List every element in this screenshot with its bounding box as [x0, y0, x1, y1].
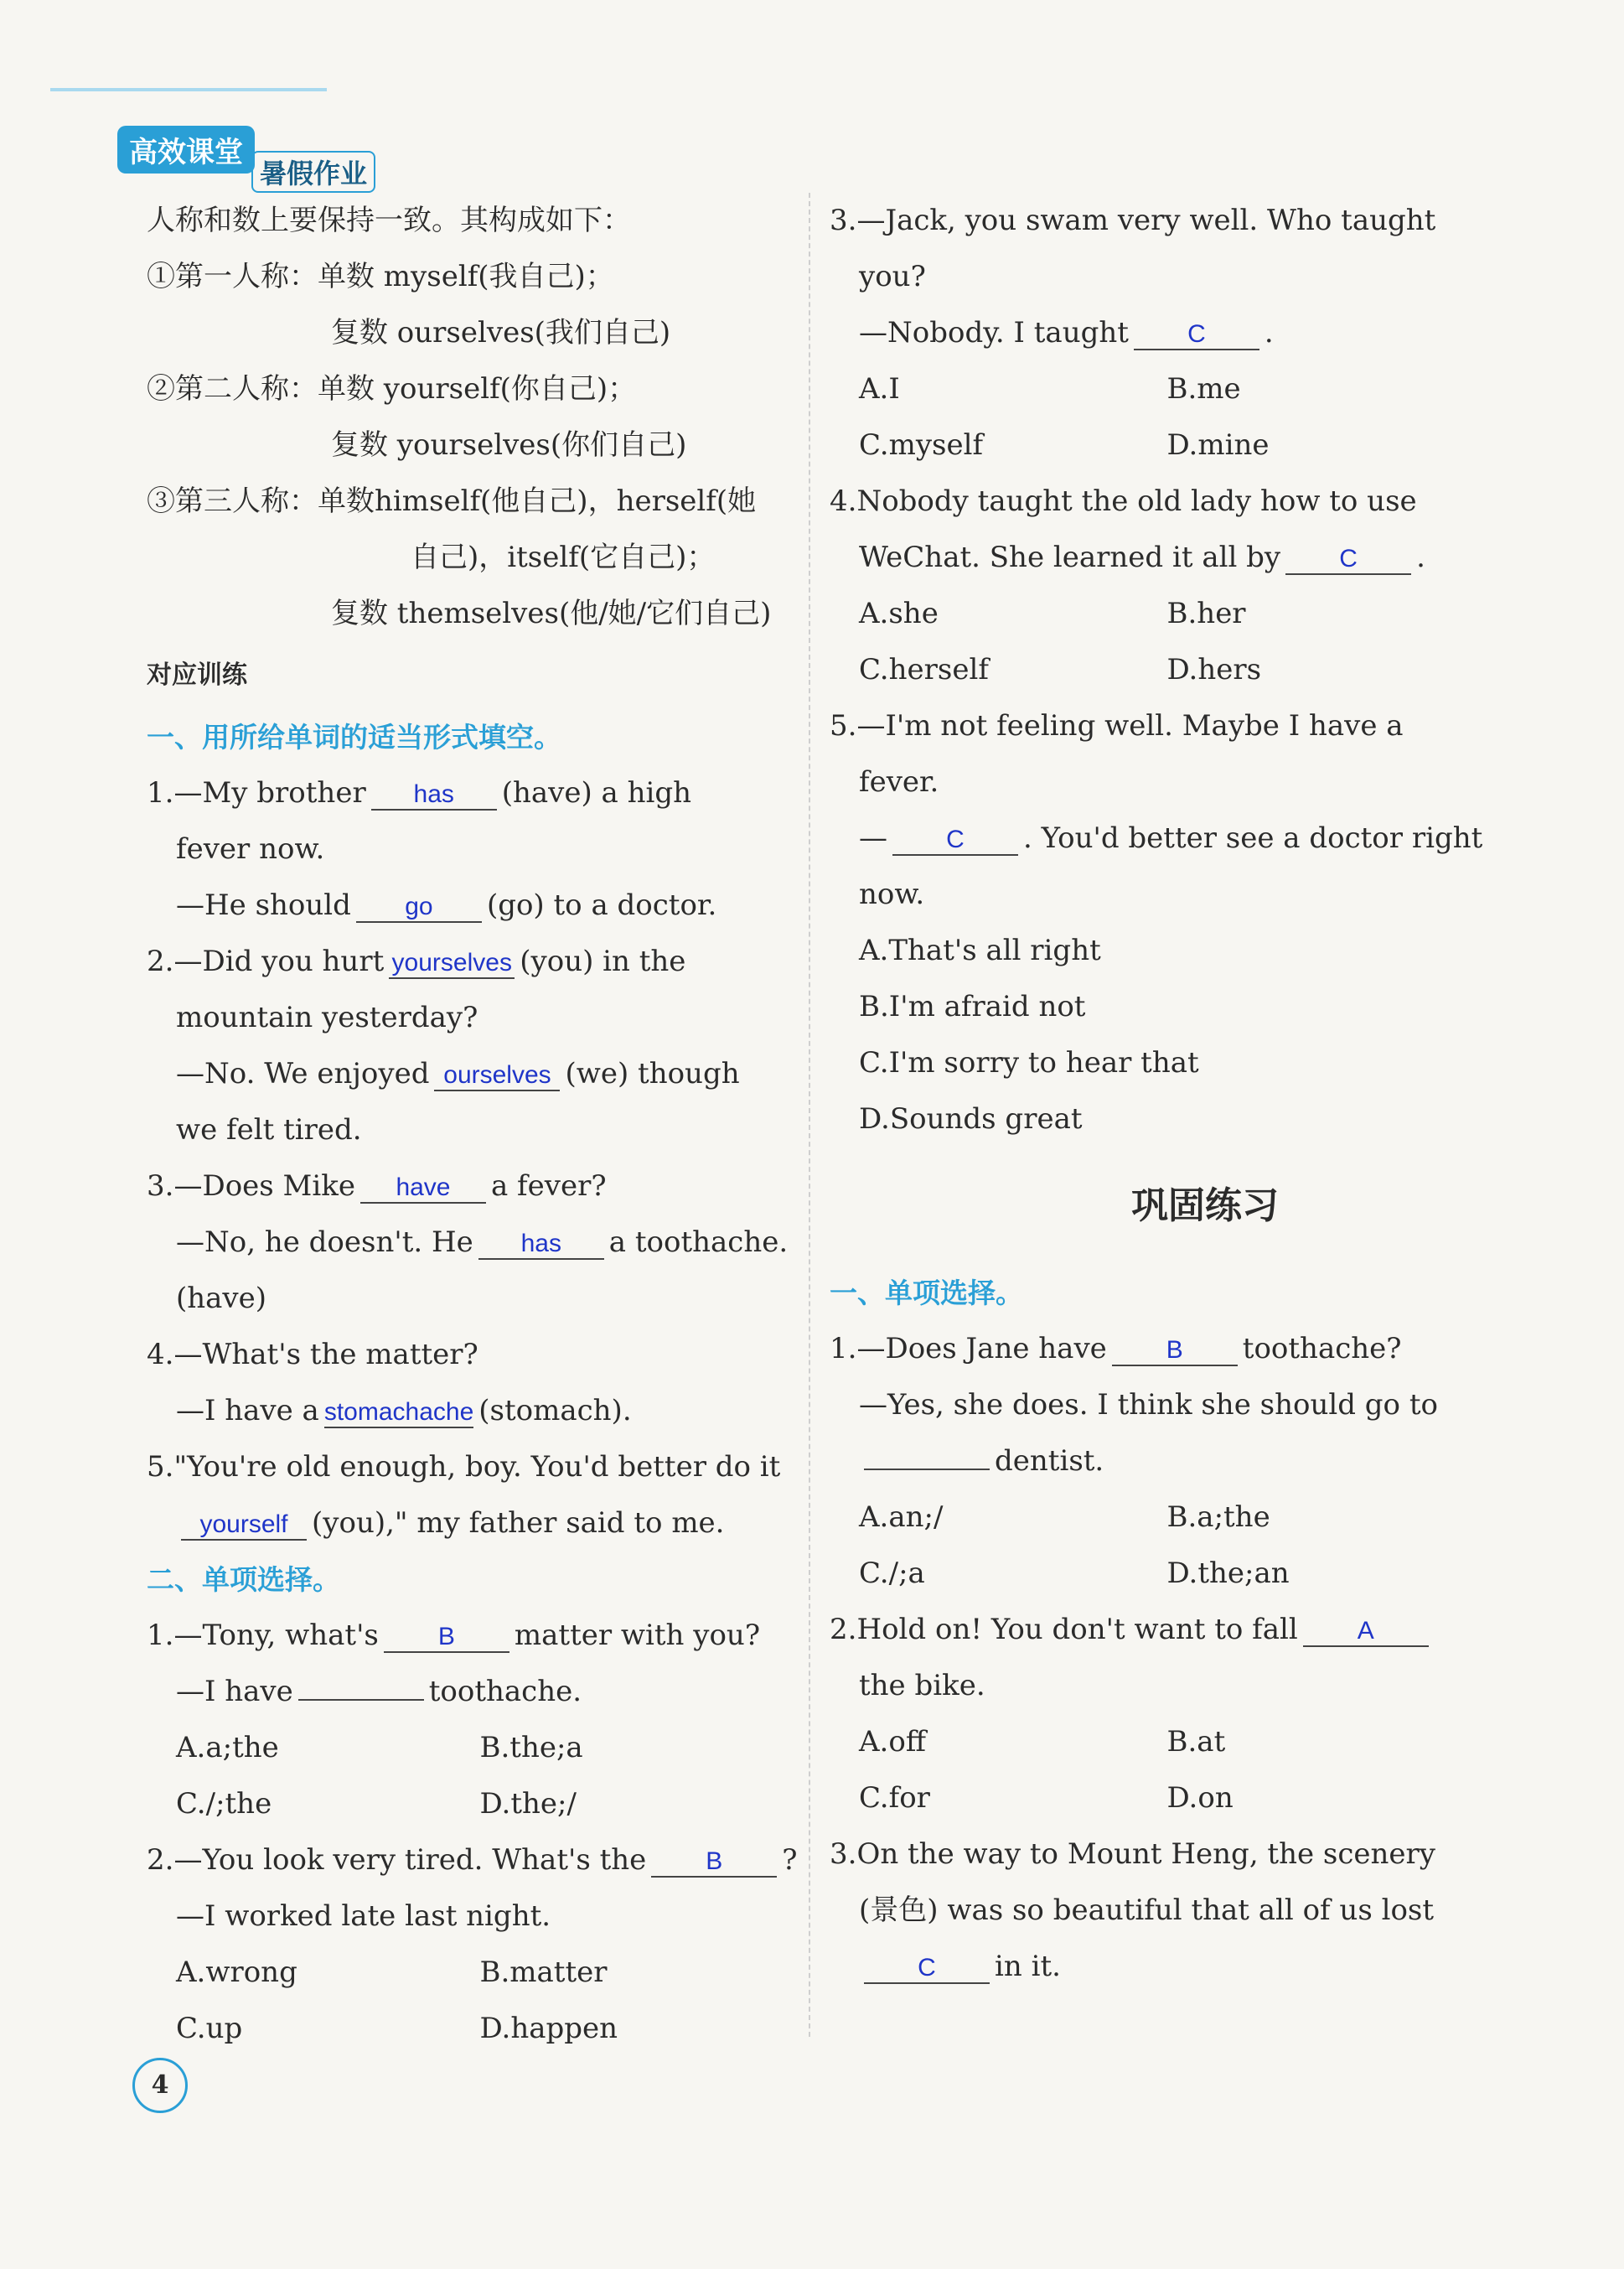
answer-blank[interactable]: B [651, 1847, 777, 1878]
question-text: (we) though [565, 1057, 740, 1090]
page-number: 4 [132, 2058, 188, 2113]
option[interactable]: A.a;the [176, 1731, 279, 1764]
intro-line: 复数 yourselves(你们自己) [331, 428, 687, 462]
option[interactable]: B.I'm afraid not [859, 990, 1086, 1023]
answer-blank[interactable]: ourselves [434, 1061, 560, 1091]
question-text: . [1416, 541, 1425, 574]
answer-blank[interactable]: B [384, 1623, 509, 1653]
option[interactable]: A.That's all right [859, 934, 1101, 967]
answer-blank[interactable] [864, 1469, 990, 1470]
intro-line: 人称和数上要保持一致。其构成如下： [147, 204, 631, 237]
question-text: fever. [859, 765, 939, 799]
answer-blank[interactable]: yourselves [389, 949, 515, 979]
question-text: toothache? [1242, 1332, 1402, 1365]
question-text: toothache. [428, 1675, 582, 1708]
right-column [830, 193, 1483, 1995]
question-text: 1.—My brother [147, 776, 366, 810]
question-text: (you)," my father said to me. [312, 1506, 725, 1540]
option[interactable]: A.off [859, 1725, 926, 1759]
option[interactable]: B.at [1166, 1725, 1226, 1759]
left-column [147, 193, 798, 2057]
option[interactable]: B.a;the [1166, 1500, 1270, 1534]
question-text: 2.—Did you hurt [147, 945, 385, 978]
answer-blank[interactable]: have [360, 1173, 486, 1204]
question-text: (have) a high [501, 776, 692, 810]
question-text: we felt tired. [176, 1113, 362, 1147]
option[interactable]: C.up [176, 2012, 243, 2045]
option[interactable]: D.mine [1166, 428, 1270, 462]
answer-blank[interactable]: has [371, 780, 497, 811]
answer-blank[interactable]: C [892, 826, 1018, 856]
option[interactable]: D.on [1166, 1781, 1234, 1815]
question-text: — [859, 821, 887, 855]
answer-blank[interactable]: B [1112, 1336, 1238, 1366]
option[interactable]: B.her [1166, 597, 1246, 630]
question-text: —He should [176, 888, 351, 922]
answer-blank[interactable]: C [1134, 320, 1259, 350]
question-text: (have) [176, 1282, 267, 1315]
answer-blank[interactable]: stomachache [324, 1398, 473, 1428]
section-heading: 一、用所给单词的适当形式填空。 [147, 721, 561, 754]
question-text: fever now. [176, 832, 325, 866]
question-text: a fever? [490, 1169, 607, 1203]
question-text: 5.—I'm not feeling well. Maybe I have a [830, 709, 1404, 743]
intro-line: 复数 ourselves(我们自己) [331, 316, 671, 350]
question-text: 1.—Tony, what's [147, 1619, 379, 1652]
question-text: 4.Nobody taught the old lady how to use [830, 484, 1417, 518]
section-title: 巩固练习 [1131, 1184, 1279, 1227]
intro-line: 自己)，itself(它自己)； [411, 541, 716, 574]
question-text: (go) to a doctor. [486, 888, 717, 922]
answer-blank[interactable] [298, 1699, 424, 1701]
intro-line: 复数 themselves(他/她/它们自己) [331, 597, 772, 630]
question-text: —I have a [176, 1394, 319, 1427]
question-text: —No. We enjoyed [176, 1057, 430, 1090]
question-text: —Yes, she does. I think she should go to [859, 1388, 1438, 1422]
option[interactable]: D.the;/ [479, 1787, 577, 1821]
question-text: 3.On the way to Mount Heng, the scenery [830, 1837, 1436, 1871]
question-text: matter with you? [514, 1619, 761, 1652]
answer-blank[interactable]: yourself [181, 1510, 307, 1541]
answer-blank[interactable]: A [1303, 1617, 1429, 1647]
option[interactable]: B.me [1166, 372, 1241, 406]
question-text: you? [859, 260, 926, 293]
question-text: ? [782, 1843, 798, 1877]
question-text: (you) in the [520, 945, 686, 978]
intro-line: ①第一人称：单数 myself(我自己)； [147, 260, 614, 293]
option[interactable]: A.she [859, 597, 939, 630]
question-text: —I have [176, 1675, 293, 1708]
question-text: 4.—What's the matter? [147, 1338, 478, 1371]
answer-blank[interactable]: C [1285, 545, 1411, 575]
question-text: 5."You're old enough, boy. You'd better do it [147, 1450, 781, 1484]
question-text: . [1264, 316, 1274, 350]
question-text: (景色) was so beautiful that all of us lost [859, 1893, 1435, 1927]
option[interactable]: D.hers [1166, 653, 1262, 686]
question-text: dentist. [995, 1444, 1104, 1478]
question-text: 3.—Jack, you swam very well. Who taught [830, 204, 1436, 237]
column-divider [809, 193, 810, 2037]
option[interactable]: B.the;a [479, 1731, 583, 1764]
section-heading: 一、单项选择。 [830, 1277, 1023, 1309]
option[interactable]: C.myself [859, 428, 984, 462]
question-text: 2.—You look very tired. What's the [147, 1843, 647, 1877]
question-text: in it. [995, 1950, 1061, 1983]
question-text: (stomach). [478, 1394, 632, 1427]
question-text: 2.Hold on! You don't want to fall [830, 1613, 1298, 1646]
answer-blank[interactable]: has [478, 1230, 604, 1260]
intro-line: ③第三人称：单数himself(他自己)，herself(她 [147, 484, 757, 518]
option[interactable]: A.I [859, 372, 900, 406]
option[interactable]: A.wrong [176, 1956, 297, 1989]
option[interactable]: C.I'm sorry to hear that [859, 1046, 1199, 1080]
option[interactable]: B.matter [479, 1956, 608, 1989]
question-text: . You'd better see a doctor right [1023, 821, 1483, 855]
option[interactable]: A.an;/ [859, 1500, 944, 1534]
question-text: mountain yesterday? [176, 1001, 478, 1034]
question-text: —I worked late last night. [176, 1899, 551, 1933]
question-text: 3.—Does Mike [147, 1169, 355, 1203]
option[interactable]: C./;a [859, 1557, 925, 1590]
answer-blank[interactable]: C [864, 1954, 990, 1984]
question-text: 1.—Does Jane have [830, 1332, 1107, 1365]
question-text: the bike. [859, 1669, 985, 1702]
header-band [50, 88, 327, 91]
question-text: —No, he doesn't. He [176, 1225, 473, 1259]
section-heading: 二、单项选择。 [147, 1563, 340, 1596]
sub-badge: 暑假作业 [251, 151, 375, 193]
option[interactable]: D.the;an [1166, 1557, 1290, 1590]
question-text: WeChat. She learned it all by [859, 541, 1281, 574]
practice-title: 对应训练 [147, 660, 247, 690]
brand-badge: 高效课堂 [117, 126, 255, 174]
question-text: a toothache. [608, 1225, 789, 1259]
option[interactable]: D.Sounds great [859, 1102, 1083, 1136]
question-text: now. [859, 878, 925, 911]
option[interactable]: C.for [859, 1781, 930, 1815]
question-text: —Nobody. I taught [859, 316, 1129, 350]
answer-blank[interactable]: go [356, 893, 482, 923]
option[interactable]: D.happen [479, 2012, 618, 2045]
option[interactable]: C./;the [176, 1787, 272, 1821]
option[interactable]: C.herself [859, 653, 989, 686]
intro-line: ②第二人称：单数 yourself(你自己)； [147, 372, 637, 406]
